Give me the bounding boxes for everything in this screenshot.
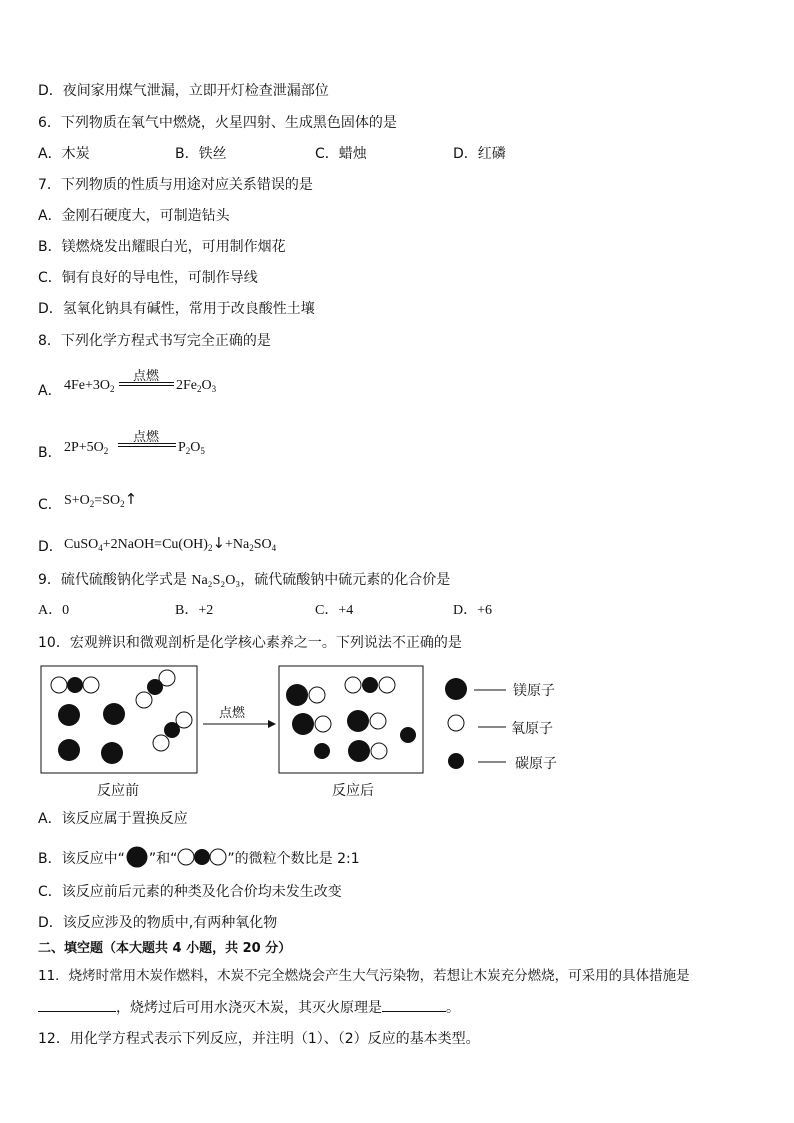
q8-option-b-left: $2P+5O_2$ (64, 440, 109, 456)
legend-carbon-icon (448, 753, 464, 769)
q6-option-c: C．蜡烛 (315, 146, 367, 162)
carbon-atom (67, 677, 83, 693)
q7-stem: 7．下列物质的性质与用途对应关系错误的是 (38, 177, 313, 193)
q8-option-c-equation: $S+O_2=SO_2↑$ (64, 490, 138, 509)
reaction-diagram (0, 660, 794, 805)
q8-option-b-label: B． (38, 445, 62, 461)
q8-option-b-equals (118, 443, 176, 447)
legend-carbon-label: 碳原子 (515, 756, 557, 772)
oxygen-atom (371, 743, 387, 759)
magnesium-atom (101, 742, 123, 764)
q8-option-b-condition: 点燃 (132, 430, 159, 445)
legend-oxygen-icon (448, 715, 464, 731)
q8-option-a-left: $4Fe+3O_2$ (64, 378, 115, 394)
legend-oxygen-label: 氧原子 (511, 721, 553, 737)
oxygen-atom (136, 692, 152, 708)
q8-option-d-equation: $CuSO_4+2NaOH=Cu(OH)_2↓+Na_2SO_4$ (64, 534, 277, 553)
q8-option-a-equals (119, 382, 174, 386)
q11-blank-2 (382, 1011, 446, 1012)
magnesium-atom (286, 684, 308, 706)
q8-option-a-right: $2Fe_2O_3$ (176, 378, 217, 394)
q10-option-a: A．该反应属于置换反应 (38, 811, 188, 827)
q11-blank-1 (38, 1011, 116, 1012)
q6-stem: 6．下列物质在氧气中燃烧，火星四射、生成黑色固体的是 (38, 115, 397, 131)
magnesium-atom (292, 713, 314, 735)
q8-option-b-right: $P_2O_5$ (178, 440, 205, 456)
q6-option-a: A．木炭 (38, 146, 90, 162)
q8-option-c-label: C． (38, 497, 62, 513)
oxygen-atom (345, 677, 361, 693)
carbon-atom (362, 677, 378, 693)
q8-option-a-condition: 点燃 (132, 369, 159, 384)
q10-option-d: D．该反应涉及的物质中,有两种氧化物 (38, 915, 278, 931)
q7-option-d: D．氢氧化钠具有碱性，常用于改良酸性土壤 (38, 301, 315, 317)
q9-option-a: A．0 (38, 603, 70, 618)
oxygen-atom (370, 713, 386, 729)
magnesium-atom (348, 740, 370, 762)
q5-option-d: D．夜间家用煤气泄漏，立即开灯检查泄漏部位 (38, 83, 329, 99)
q7-option-b: B．镁燃烧发出耀眼白光，可用制作烟花 (38, 239, 286, 255)
carbon-atom (164, 722, 180, 738)
before-caption: 反应前 (97, 783, 139, 799)
section-2-title: 二、填空题（本大题共 4 小题，共 20 分） (38, 941, 292, 956)
after-caption: 反应后 (332, 783, 374, 799)
q6-option-b: B．铁丝 (175, 146, 227, 162)
q9-stem: 9．硫代硫酸钠化学式是 Na₂S₂O₃，硫代硫酸钠中硫元素的化合价是 (38, 572, 451, 588)
q10-option-c: C．该反应前后元素的种类及化合价均未发生改变 (38, 884, 342, 900)
q12-stem: 12．用化学方程式表示下列反应，并注明（1）、（2）反应的基本类型。 (38, 1031, 480, 1047)
q9-option-c: C．+4 (315, 603, 354, 618)
q9-option-d: D．+6 (453, 603, 493, 618)
magnesium-atom-icon (125, 846, 149, 868)
diagram-condition: 点燃 (218, 706, 246, 721)
carbon-atom (400, 727, 416, 743)
magnesium-atom (58, 739, 80, 761)
carbon-atom (314, 743, 330, 759)
oxygen-atom (315, 716, 331, 732)
reaction-arrow-head (268, 720, 276, 728)
q6-option-d: D．红磷 (453, 146, 506, 162)
q10-option-b: B．该反应中“ ”和“ ”的微粒个数比是 2:1 (38, 846, 360, 868)
oxygen-atom (379, 677, 395, 693)
magnesium-atom (103, 703, 125, 725)
legend-magnesium-label: 镁原子 (513, 683, 555, 699)
oxygen-atom (309, 687, 325, 703)
oxygen-atom (153, 735, 169, 751)
oxygen-atom (83, 677, 99, 693)
q8-option-a-label: A． (38, 383, 62, 399)
q8-stem: 8．下列化学方程式书写完全正确的是 (38, 333, 271, 349)
q7-option-a: A．金刚石硬度大，可制造钻头 (38, 208, 230, 224)
q11-line2: ，烧烤过后可用水浇灭木炭，其灭火原理是 。 (38, 999, 460, 1017)
q9-option-b: B．+2 (175, 603, 214, 618)
oxygen-atom (51, 677, 67, 693)
legend-magnesium-icon (445, 678, 467, 700)
magnesium-atom (347, 710, 369, 732)
carbon-atom (147, 679, 163, 695)
q7-option-c: C．铜有良好的导电性，可制作导线 (38, 270, 258, 286)
magnesium-atom (58, 704, 80, 726)
q8-option-d-label: D． (38, 539, 63, 555)
q11-line1: 11．烧烤时常用木炭作燃料，木炭不完全燃烧会产生大气污染物，若想让木炭充分燃烧，可采用的具体措施是 (38, 968, 690, 984)
co2-molecule-icon (177, 847, 227, 867)
q10-stem: 10．宏观辨识和微观剖析是化学核心素养之一。下列说法不正确的是 (38, 635, 462, 651)
